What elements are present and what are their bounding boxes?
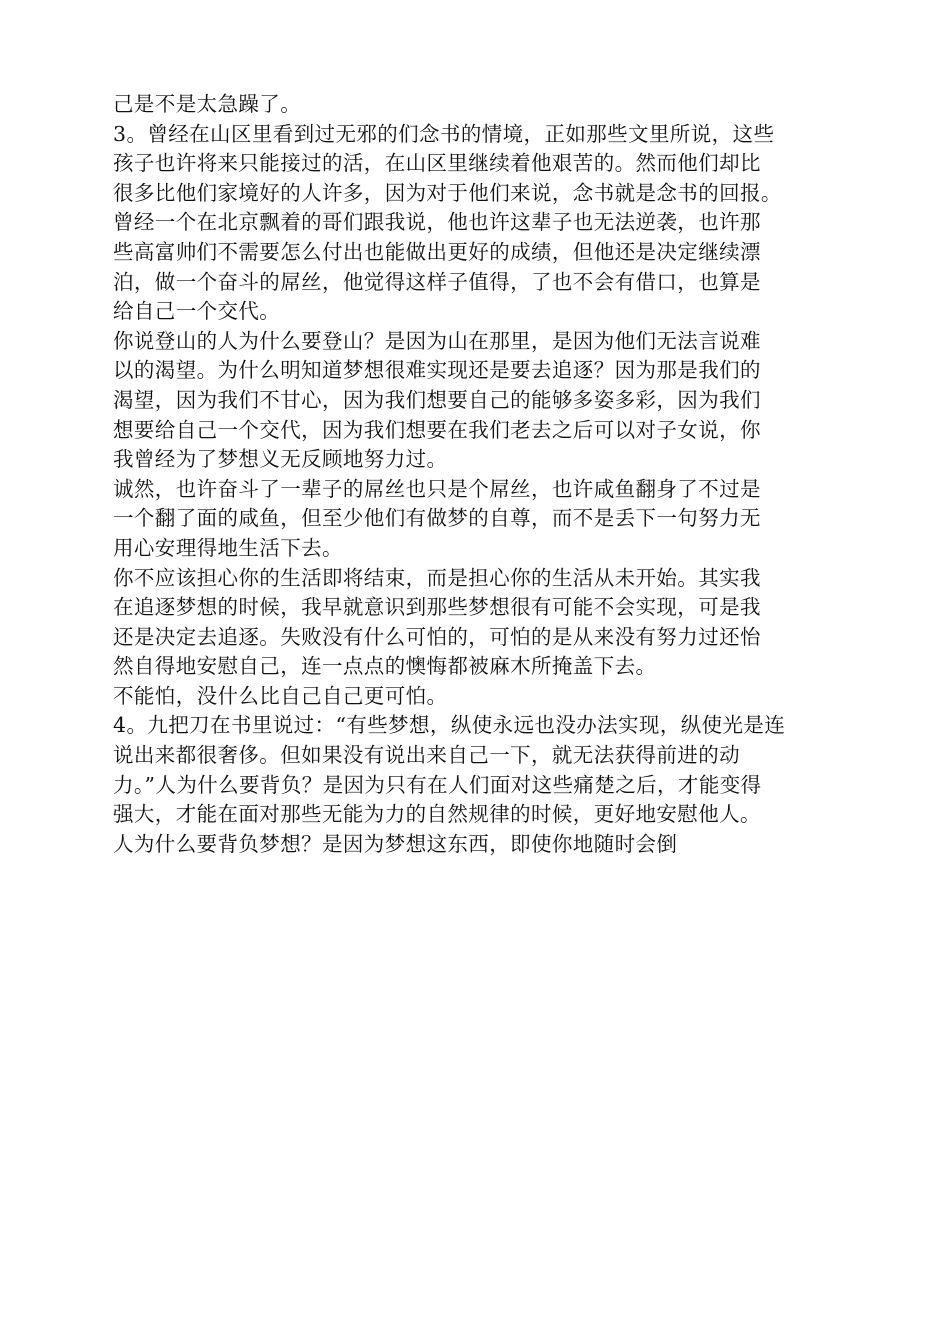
text-line: 孩子也许将来只能接过的活，在山区里继续着他艰苦的。然而他们却比 (113, 151, 761, 176)
text-line: 4。九把刀在书里说过：“有些梦想，纵使永远也没办法实现，纵使光是连 (113, 713, 786, 738)
body-text (113, 90, 863, 859)
text-line: 还是决定去追逐。失败没有什么可怕的，可怕的是从来没有努力过还怡 (113, 624, 761, 649)
text-line: 些高富帅们不需要怎么付出也能做出更好的成绩，但他还是决定继续漂 (113, 239, 761, 264)
text-line: 强大，才能在面对那些无能为力的自然规律的时候，更好地安慰他人。 (113, 802, 761, 827)
text-line: 渴望，因为我们不甘心，因为我们想要自己的能够多姿多彩，因为我们 (113, 387, 761, 412)
text-line: 然自得地安慰自己，连一点点的懊悔都被麻木所掩盖下去。 (113, 654, 657, 679)
text-line: 你说登山的人为什么要登山？是因为山在那里，是因为他们无法言说难 (113, 328, 761, 353)
text-line: 在追逐梦想的时候，我早就意识到那些梦想很有可能不会实现，可是我 (113, 595, 761, 620)
text-line: 给自己一个交代。 (113, 299, 281, 324)
text-line: 很多比他们家境好的人许多，因为对于他们来说，念书就是念书的回报。 (113, 180, 782, 205)
text-line: 力。”人为什么要背负？是因为只有在人们面对这些痛楚之后，才能变得 (113, 772, 762, 797)
text-line: 不能怕，没什么比自己自己更可怕。 (113, 683, 448, 708)
text-line: 一个翻了面的咸鱼，但至少他们有做梦的自尊，而不是丢下一句努力无 (113, 506, 761, 531)
text-line: 以的渴望。为什么明知道梦想很难实现还是要去追逐？因为那是我们的 (113, 358, 761, 383)
text-line: 我曾经为了梦想义无反顾地努力过。 (113, 447, 448, 472)
text-line: 泊，做一个奋斗的屌丝，他觉得这样子值得，了也不会有借口，也算是 (113, 269, 761, 294)
text-line: 己是不是太急躁了。 (113, 92, 302, 116)
text-line: 你不应该担心你的生活即将结束，而是担心你的生活从未开始。其实我 (113, 565, 761, 590)
text-line: 曾经一个在北京飘着的哥们跟我说，他也许这辈子也无法逆袭，也许那 (113, 210, 761, 235)
text-line: 诚然，也许奋斗了一辈子的屌丝也只是个屌丝，也许咸鱼翻身了不过是 (113, 476, 761, 501)
text-line: 用心安理得地生活下去。 (113, 535, 343, 560)
text-line: 人为什么要背负梦想？是因为梦想这东西，即使你地随时会倒 (113, 831, 678, 856)
text-line: 想要给自己一个交代，因为我们想要在我们老去之后可以对子女说，你 (113, 417, 761, 442)
text-line: 说出来都很奢侈。但如果没有说出来自己一下，就无法获得前进的动 (113, 743, 740, 768)
text-line: 3。曾经在山区里看到过无邪的们念书的情境，正如那些文里所说，这些 (113, 121, 775, 146)
